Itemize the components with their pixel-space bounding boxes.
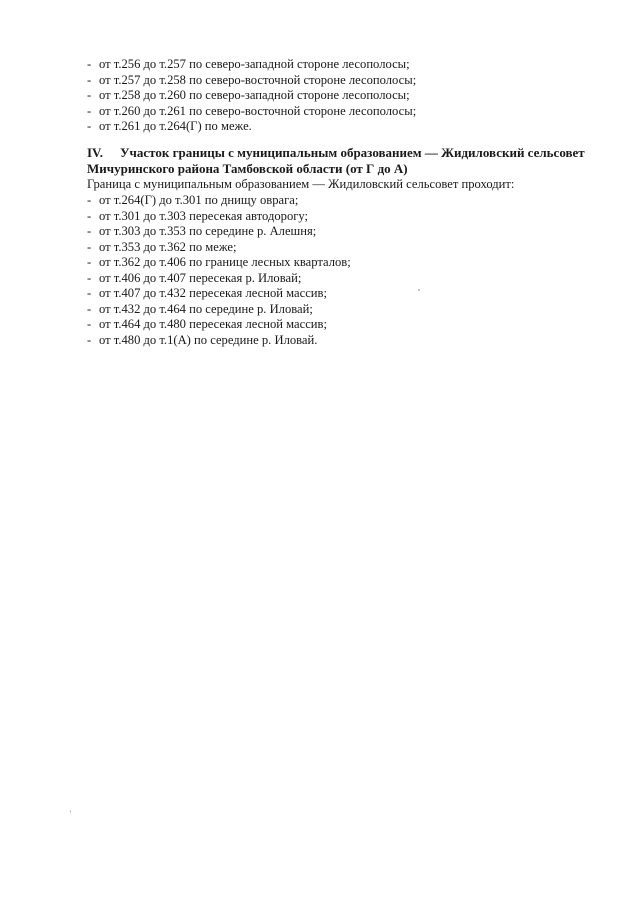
section-title-part-2: Мичуринского района Тамбовской области (от Г до А): [87, 161, 408, 176]
section-title-part-1: Участок границы с муниципальным образованием — Жидиловский сельсовет: [120, 145, 585, 160]
section-number: IV.: [87, 145, 104, 160]
list-item: - от т.256 до т.257 по северо-западной стороне лесополосы;: [87, 57, 410, 71]
list-item: - от т.303 до т.353 по середине р. Алешня;: [87, 224, 317, 238]
list-item: - от т.261 до т.264(Г) по меже.: [87, 119, 252, 133]
boundary-points-list-section: [87, 193, 351, 348]
list-item: - от т.480 до т.1(А) по середине р. Иловай.: [87, 332, 318, 347]
boundary-points-list-top: [87, 57, 416, 135]
scan-speck: [418, 289, 420, 291]
section-heading: [87, 145, 585, 177]
list-item: - от т.432 до т.464 по середине р. Иловай;: [87, 301, 313, 316]
list-item: - от т.406 до т.407 пересекая р. Иловай;: [87, 270, 302, 285]
list-item: - от т.264(Г) до т.301 по днищу оврага;: [87, 193, 299, 207]
list-item: - от т.362 до т.406 по границе лесных кварталов;: [87, 255, 351, 269]
list-item: - от т.258 до т.260 по северо-западной стороне лесополосы;: [87, 88, 410, 102]
list-item: - от т.464 до т.480 пересекая лесной массив;: [87, 317, 327, 331]
list-item: - от т.353 до т.362 по меже;: [87, 239, 237, 254]
section-heading-line-1: [87, 145, 585, 161]
list-item: - от т.301 до т.303 пересекая автодорогу;: [87, 208, 309, 223]
scan-speck: [70, 810, 71, 813]
list-item: - от т.257 до т.258 по северо-восточной стороне лесополосы;: [87, 72, 417, 87]
list-item: - от т.407 до т.432 пересекая лесной массив;: [87, 286, 327, 300]
section-intro: Граница с муниципальным образованием — Жидиловский сельсовет проходит:: [87, 177, 515, 191]
list-item: - от т.260 до т.261 по северо-восточной стороне лесополосы;: [87, 103, 417, 118]
